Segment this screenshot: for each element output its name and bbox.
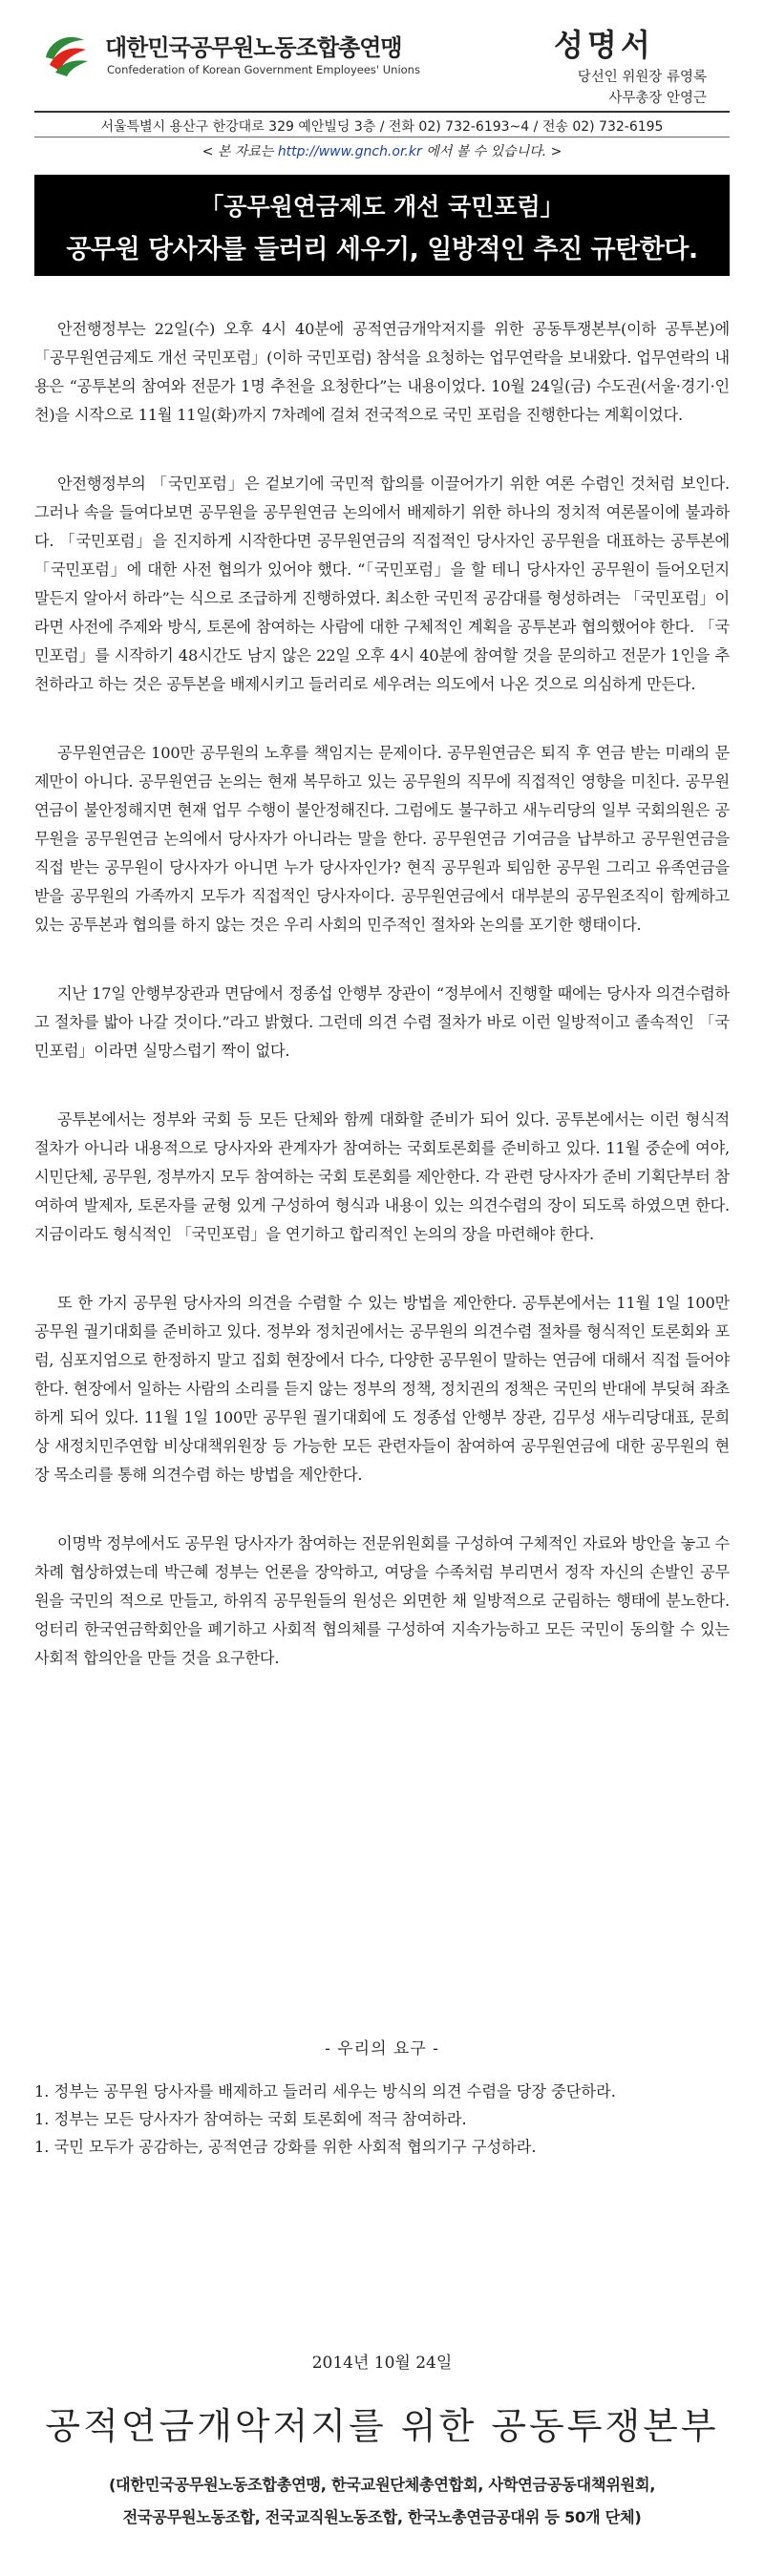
paragraph: 이명박 정부에서도 공무원 당사자가 참여하는 전문위원회를 구성하여 구체적인 자료와 방안을 놓고 수차례 협상하였는데 박근혜 정부는 언론을 장악하고, 여당을 수족처럼 부리면서 정작 자신의 손발인 공무원을 국민의 적으로 만들고, 하위직 공무원들의 원성은 외면한 채 일방적으로 군림하는 행태에 분노한다. 엉터리 한국연금학회안을 폐기하고 사회적 협의체를 구성하여 지속가능하고 모든 국민이 동의할 수 있는 사회적 합의안을 만들 것을 요구한다. xyxy=(34,1534,730,1667)
demand-item: 1. 국민 모두가 공감하는, 공적연금 강화를 위한 사회적 협의기구 구성하라. xyxy=(34,2138,537,2156)
source-note xyxy=(0,141,764,160)
paragraph: 안전행정부의 「국민포럼」은 겉보기에 국민적 합의를 이끌어가기 위한 여론 수렴인 것처럼 보인다. 그러나 속을 들여다보면 공무원을 공무원연금 논의에서 배제하기 위한 하나의 정치적 여론몰이에 불과하다. 「국민포럼」을 진지하게 시작한다면 공무원연금의 직접적인 당사자인 공무원을 대표하는 공투본에 「국민포럼」에 대한 사전 협의가 있어야 했다. “「국민포럼」을 할 테니 당사자인 공무원이 들어오던지 말든지 알아서 하라”는 식으로 조급하게 진행하였다. 최소한 국민적 공감대를 형성하려는 「국민포럼」이라면 사전에 주제와 방식, 토론에 참여하는 사람에 대한 구체적인 계획을 공투본과 협의했어야 한다. 「국민포럼」를 시작하기 48시간도 남지 않은 22일 오후 4시 40분에 참여할 것을 문의하고 전문가 1인을 추천하라고 하는 것은 공투본을 배제시키고 들러리로 세우려는 의도에서 나온 것으로 의심하게 만든다. xyxy=(34,475,730,693)
header-divider xyxy=(34,111,730,113)
signer-secretary: 사무총장 안영근 xyxy=(608,91,707,106)
signer-chairman: 당선인 위원장 류영록 xyxy=(577,70,707,85)
paragraph: 지난 17일 안행부장관과 면담에서 정종섭 안행부 장관이 “정부에서 진행할 때에는 당사자 의견수렴하고 절차를 밟아 나갈 것이다.”라고 밝혔다. 그런데 의견 수렴 절차가 바로 이런 일방적이고 졸속적인 「국민포럼」이라면 실망스럽기 짝이 없다. xyxy=(34,984,730,1060)
demands-list xyxy=(34,2078,730,2161)
paragraph: 공무원연금은 100만 공무원의 노후를 책임지는 문제이다. 공무원연금은 퇴직 후 연금 받는 미래의 문제만이 아니다. 공무원연금 논의는 현재 복무하고 있는 공무원의 직무에 직접적인 영향을 미친다. 공무원연금이 불안정해지면 현재 업무 수행이 불안정해진다. 그럼에도 불구하고 새누리당의 일부 국회의원은 공무원을 공무원연금 논의에서 당사자가 아니라는 말을 한다. 공무원연금 기여금을 납부하고 공무원연금을 직접 받는 공무원이 당사자가 아니면 누가 당사자인가? 현직 공무원과 퇴임한 공무원 그리고 유족연금을 받을 공무원의 가족까지 모두가 직접적인 당사자이다. 공무원연금에서 대부분의 공무원조직이 함께하고 있는 공투본과 협의를 하지 않는 것은 우리 사회의 민주적인 절차와 논의를 포기한 행태이다. xyxy=(34,744,730,934)
statement-date: 2014년 10월 24일 xyxy=(311,2354,453,2373)
demand-item: 1. 정부는 공무원 당사자를 배제하고 들러리 세우는 방식의 의견 수렴을 당장 중단하라. xyxy=(34,2082,616,2101)
signers xyxy=(578,67,707,109)
headline-line-1: 「공무원연금제도 개선 국민포럼」 xyxy=(200,193,564,221)
source-suffix: 에서 볼 수 있습니다. > xyxy=(421,144,562,159)
source-prefix: < 본 자료는 xyxy=(202,144,278,159)
statement-body xyxy=(34,315,730,1713)
union-logo-icon xyxy=(40,29,92,80)
members-line-2: 전국공무원노동조합, 전국교직원노동조합, 한국노총연금공대위 등 50개 단체) xyxy=(122,2508,642,2526)
org-name-english: Confederation of Korean Government Employees' Unions xyxy=(107,63,420,76)
paragraph: 공투본에서는 정부와 국회 등 모든 단체와 함께 대화할 준비가 되어 있다. 공투본에서는 이런 형식적 절차가 아니라 내용적으로 당사자와 관계자가 참여하는 국회토론회를 준비하고 있다. 11월 중순에 여야, 시민단체, 공무원, 정부까지 모두 참여하는 국회 토론회를 제안한다. 각 관련 당사자가 준비 기획단부터 참여하여 발제자, 토론자를 균형 있게 구성하여 형식과 내용이 있는 의견수렴의 장이 되도록 하였으면 한다. 지금이라도 형식적인 「국민포럼」을 연기하고 합리적인 논의의 장을 마련해야 한다. xyxy=(34,1110,730,1243)
doc-title: 성명서 xyxy=(554,27,654,63)
demand-item: 1. 정부는 모든 당사자가 참여하는 국회 토론회에 적극 참여하라. xyxy=(34,2110,467,2128)
members-line-1: (대한민국공무원노동조합총연맹, 한국교원단체총연합회, 사학연금공동대책위원회, xyxy=(108,2476,656,2494)
member-organizations xyxy=(0,2469,764,2534)
contact-address: 서울특별시 용산구 한강대로 329 예안빌딩 3층 / 전화 02) 732-6193~4 / 전송 02) 732-6195 xyxy=(100,119,664,135)
issuer-signature: 공적연금개악저지를 위한 공동투쟁본부 xyxy=(45,2405,719,2447)
headline-box xyxy=(34,175,730,276)
paragraph: 또 한 가지 공무원 당사자의 의견을 수렴할 수 있는 방법을 제안한다. 공투본에서는 11월 1일 100만 공무원 궐기대회를 준비하고 있다. 정부와 정치권에서는 공무원의 의견수렴 절차를 형식적인 토론회와 포럼, 심포지엄으로 한정하지 말고 집회 현장에서 다수, 다양한 공무원이 말하는 연금에 대해서 직접 들어야 한다. 현장에서 일하는 사람의 소리를 듣지 않는 정부의 정책, 정치권의 정책은 국민의 반대에 부딪혀 좌초하게 되어 있다. 11월 1일 100만 공무원 궐기대회에 도 정종섭 안행부 장관, 김무성 새누리당대표, 문희상 새정치민주연합 비상대책위원장 등 가능한 모든 관련자들이 참여하여 공무원연금에 대한 공무원의 현장 목소리를 통해 의견수렴 하는 방법을 제안한다. xyxy=(34,1294,730,1484)
source-link[interactable]: http://www.gnch.or.kr xyxy=(277,144,422,159)
paragraph: 안전행정부는 22일(수) 오후 4시 40분에 공적연금개악저지를 위한 공동투쟁본부(이하 공투본)에 「공무원연금제도 개선 국민포럼」(이하 국민포럼) 참석을 요청하는 업무연락을 보내왔다. 업무연락의 내용은 “공투본의 참여와 전문가 1명 추천을 요청한다”는 내용이었다. 10월 24일(금) 수도권(서울·경기·인천)을 시작으로 11월 11일(화)까지 7차례에 걸쳐 전국적으로 국민 포럼을 진행한다는 계획이었다. xyxy=(34,320,730,424)
org-name-korean: 대한민국공무원노동조합총연맹 xyxy=(105,34,402,61)
demands-heading: - 우리의 요구 - xyxy=(325,2039,439,2059)
letterhead xyxy=(0,0,764,110)
headline-line-2: 공무원 당사자를 들러리 세우기, 일방적인 추진 규탄한다. xyxy=(66,235,698,264)
